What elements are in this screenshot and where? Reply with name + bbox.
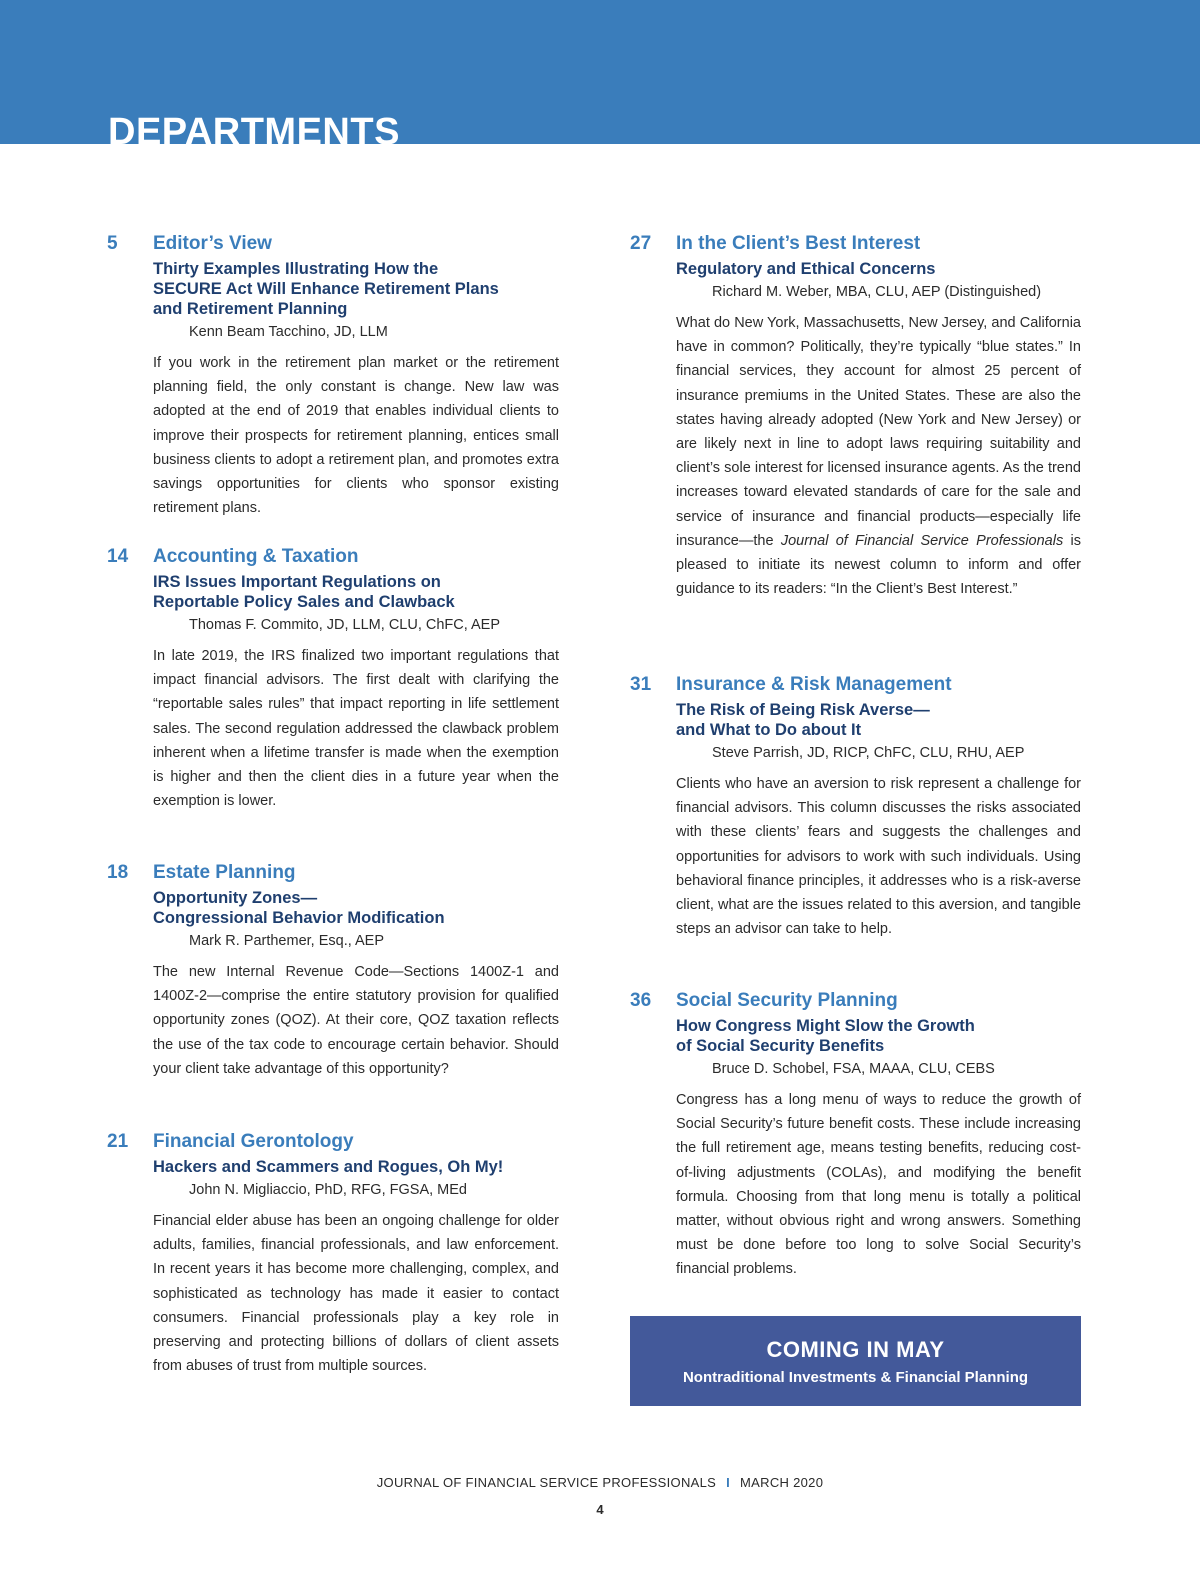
coming-title: COMING IN MAY [766,1337,945,1362]
entry-summary-text: is pleased to initiate its newest column to inform and offer guidance to its readers: “In the Client’s Best Interest.” [676,532,1082,598]
entry-title-line: Hackers and Scammers and Rogues, Oh My! [153,1158,504,1176]
entry-page-number: 21 [107,1131,129,1152]
entry-summary [676,311,1081,601]
entry-page-number: 18 [107,862,129,883]
entry-title-line: and Retirement Planning [153,300,348,318]
page-footer [0,1474,1200,1492]
entry-page-number: 31 [630,674,652,695]
entry-department: Accounting & Taxation [153,546,359,567]
coming-subtitle: Nontraditional Investments & Financial Planning [682,1369,1029,1386]
footer-separator: I [726,1475,731,1490]
entry-title-line: Reportable Policy Sales and Clawback [153,593,455,611]
footer-date: MARCH 2020 [740,1475,824,1490]
entry-author: John N. Migliaccio, PhD, RFG, FGSA, MEd [189,1182,467,1198]
entry-author: Steve Parrish, JD, RICP, ChFC, CLU, RHU, AEP [712,745,1025,761]
entry-title-line: The Risk of Being Risk Averse— [676,701,930,719]
page-number: 4 [596,1502,604,1517]
entry-title-line: SECURE Act Will Enhance Retirement Plans [153,280,499,298]
entry-department: Editor’s View [153,233,272,254]
department-entry-estate-planning [107,861,559,1081]
entry-title-line: Congressional Behavior Modification [153,909,445,927]
entry-page-number: 36 [630,990,652,1011]
department-entry-insurance-risk [630,673,1081,941]
entry-author: Richard M. Weber, MBA, CLU, AEP (Distinguished) [712,284,1042,300]
header-band [0,0,1200,144]
entry-summary: Clients who have an aversion to risk represent a challenge for financial advisors. This column discusses the risks associated with these clients’ fears and suggests the challenges and opportunities for advisors to work with such individuals. Using behavioral finance principles, it addresses who is a risk-averse client, what are the issues related to this aversion, and tangible steps an advisor can take to help. [676,776,1081,938]
entry-title [676,259,1081,279]
entry-title-line: Opportunity Zones— [153,889,318,907]
entry-title [676,1016,1081,1056]
entry-department: In the Client’s Best Interest [676,233,921,254]
entry-page-number: 5 [107,233,118,254]
department-entry-editors-view [107,232,559,520]
entry-title [676,700,1081,740]
entry-author: Mark R. Parthemer, Esq., AEP [189,933,385,949]
entry-author: Kenn Beam Tacchino, JD, LLM [189,324,388,340]
entry-summary: Financial elder abuse has been an ongoing challenge for older adults, families, financial professionals, and law enforcement. In recent years it has become more challenging, complex, and sophisticated as technology has made it easier to contact consumers. Financial professionals play a key role in preserving and protecting billions of dollars of client assets from abuses of trust from multiple sources. [153,1213,559,1375]
entry-summary: In late 2019, the IRS finalized two important regulations that impact financial advisors. The first dealt with clarifying the “reportable sales rules” that impact reporting in life settlement sales. The second regulation addressed the clawback problem inherent when a lifetime transfer is made when the exemption is higher and then the client dies in a future year when the exemption is lower. [153,648,559,810]
entry-title-line: and What to Do about It [676,721,862,739]
entry-department: Social Security Planning [676,990,898,1011]
entry-title-line: of Social Security Benefits [676,1037,885,1055]
entry-title-line: How Congress Might Slow the Growth [676,1017,975,1035]
entry-page-number: 14 [107,546,129,567]
entry-summary: Congress has a long menu of ways to reduce the growth of Social Security’s future benefit costs. These include increasing the full retirement age, means testing benefits, reducing cost-of-living adjustments (COLAs), and modifying the benefit formula. Choosing from that long menu is totally a political matter, without obvious right and wrong answers. Something must be done before too long to solve Social Security’s financial problems. [676,1092,1081,1278]
department-entry-social-security [630,989,1081,1282]
entry-title-line: Thirty Examples Illustrating How the [153,260,439,278]
entry-summary-text: What do New York, Massachusetts, New Jersey, and California have in common? Politically, they’re typically “blue states.” In financial services, they account for almost 25 percent of insurance premiums in the United States. These are also the states having already adopted (New York and New Jersey) or are likely next in line to adopt laws requiring suitability and client’s sole interest for licensed insurance agents. As the trend increases toward elevated standards of care for the sale and service of insurance and financial products—especially life insurance—the [676,315,1081,549]
department-entry-financial-gerontology [107,1130,559,1378]
entry-title-line: Regulatory and Ethical Concerns [676,260,936,278]
page-title: DEPARTMENTS [108,111,400,144]
entry-department: Financial Gerontology [153,1131,354,1152]
entry-title [153,572,559,612]
entry-title [153,259,559,319]
department-entry-accounting-taxation [107,545,559,813]
entry-author: Bruce D. Schobel, FSA, MAAA, CLU, CEBS [712,1061,995,1077]
footer-journal-name: JOURNAL OF FINANCIAL SERVICE PROFESSIONALS [376,1475,717,1490]
entry-department: Estate Planning [153,862,296,883]
entry-author: Thomas F. Commito, JD, LLM, CLU, ChFC, AEP [189,617,501,633]
entry-summary: If you work in the retirement plan market or the retirement planning field, the only constant is change. New law was adopted at the end of 2019 that enables individual clients to improve their prospects for retirement planning, entices small business clients to adopt a retirement plan, and promotes extra savings opportunities for clients who sponsor existing retirement plans. [153,355,559,517]
entry-summary: The new Internal Revenue Code—Sections 1400Z-1 and 1400Z-2—comprise the entire statutory provision for qualified opportunity zones (QOZ). At their core, QOZ taxation reflects the use of the tax code to encourage certain behavior. Should your client take advantage of this opportunity? [153,964,559,1077]
entry-page-number: 27 [630,233,652,254]
entry-title-line: IRS Issues Important Regulations on [153,573,441,591]
journal-name: Journal of Financial Service Professionals [780,532,1064,549]
entry-department: Insurance & Risk Management [676,674,952,695]
department-entry-clients-best-interest [630,232,1082,601]
entry-title [153,888,559,928]
entry-title [153,1157,559,1177]
coming-in-may-box [630,1316,1081,1406]
